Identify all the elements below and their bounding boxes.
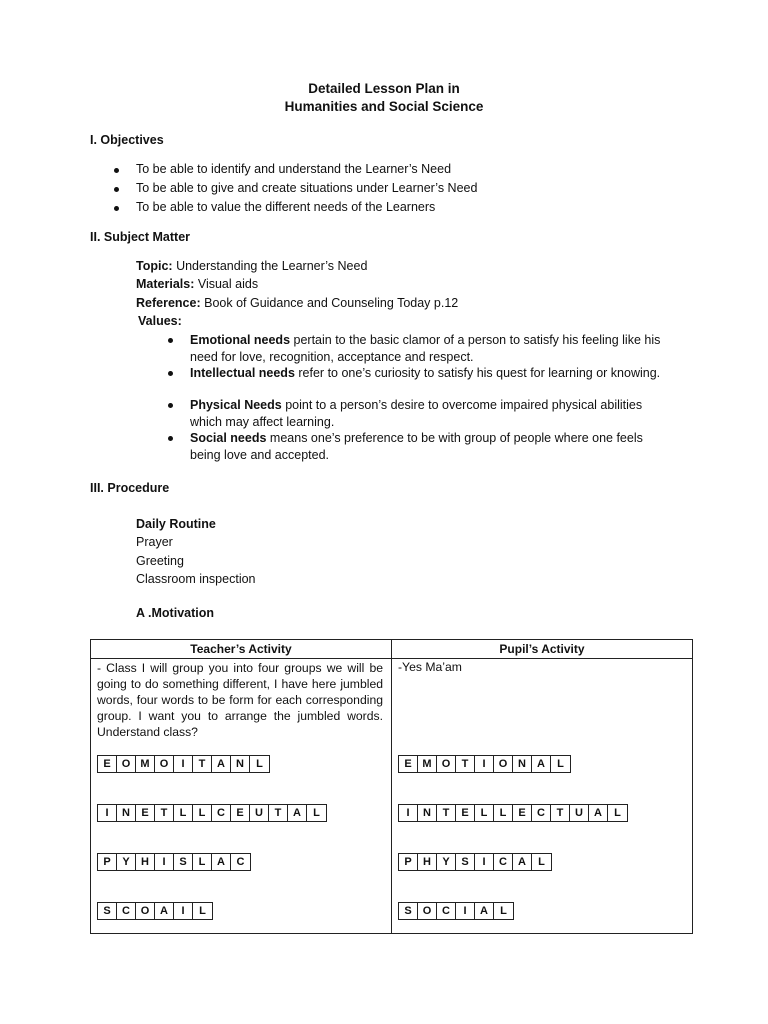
letter-box: O	[418, 903, 437, 919]
value-item-social	[190, 430, 665, 463]
answer-word	[398, 853, 552, 871]
reference-line	[136, 296, 458, 310]
letter-box: H	[136, 854, 155, 870]
jumbled-word	[97, 902, 213, 920]
letter-box: S	[174, 854, 193, 870]
value-term: Physical Needs	[190, 398, 282, 412]
procedure-heading: III. Procedure	[90, 481, 170, 495]
letter-box: Y	[437, 854, 456, 870]
letter-box: L	[475, 805, 494, 821]
letter-box: U	[250, 805, 269, 821]
reference-label: Reference:	[136, 296, 201, 310]
title-line-1: Detailed Lesson Plan in	[308, 81, 460, 96]
jumbled-word	[97, 804, 327, 822]
letter-box: I	[399, 805, 418, 821]
reference-value: Book of Guidance and Counseling Today p.12	[204, 296, 459, 310]
letter-box: O	[155, 756, 174, 772]
letter-box: A	[155, 903, 174, 919]
letter-box: O	[437, 756, 456, 772]
value-text: refer to one’s curiosity to satisfy his quest for learning or knowing.	[298, 366, 661, 380]
letter-box: I	[174, 756, 193, 772]
routine-item: Prayer	[136, 535, 173, 549]
materials-line	[136, 277, 258, 291]
letter-box: I	[98, 805, 117, 821]
value-item-emotional	[190, 332, 665, 365]
letter-box: A	[532, 756, 551, 772]
letter-box: I	[155, 854, 174, 870]
routine-item: Greeting	[136, 554, 184, 568]
teacher-instruction: - Class I will group you into four groups we will be going to do something different, I have here jumbled words, four words to be form for each corresponding group. I want you to arrange the jumbled words. Understand class?	[97, 661, 383, 739]
letter-box: L	[538, 856, 545, 868]
letter-box: O	[136, 903, 155, 919]
answer-word	[398, 804, 628, 822]
letter-box: T	[269, 805, 288, 821]
letter-box: E	[456, 805, 475, 821]
motivation-heading: A .Motivation	[136, 606, 215, 620]
values-label: Values:	[138, 314, 182, 328]
value-text: means one’s preference to be with group of people where one feels being love and accepted.	[190, 431, 643, 462]
letter-box: N	[117, 805, 136, 821]
activity-table	[90, 639, 693, 934]
letter-box: E	[136, 805, 155, 821]
teacher-activity-cell	[91, 659, 392, 934]
value-term: Emotional needs	[190, 333, 291, 347]
daily-routine-heading: Daily Routine	[136, 517, 216, 531]
letter-box: L	[494, 805, 513, 821]
letter-box: M	[136, 756, 155, 772]
letter-box: L	[256, 758, 263, 770]
letter-box: L	[500, 905, 507, 917]
value-item-physical	[190, 397, 665, 430]
value-item-intellectual	[190, 365, 665, 382]
letter-box: I	[456, 903, 475, 919]
letter-box: T	[551, 805, 570, 821]
value-text: pertain to the basic clamor of a person to satisfy his feeling like his need for love, recognition, acceptance and respect.	[190, 333, 661, 364]
letter-box: T	[155, 805, 174, 821]
jumbled-word	[97, 755, 270, 773]
letter-box: L	[174, 805, 193, 821]
letter-box: A	[288, 805, 307, 821]
letter-box: E	[513, 805, 532, 821]
letter-box: N	[418, 805, 437, 821]
letter-box: C	[117, 903, 136, 919]
letter-box: C	[212, 805, 231, 821]
letter-box: P	[399, 854, 418, 870]
letter-box: L	[199, 905, 206, 917]
letter-box: A	[212, 854, 231, 870]
letter-box: E	[98, 756, 117, 772]
letter-box: T	[456, 756, 475, 772]
letter-box: C	[494, 854, 513, 870]
letter-box: L	[313, 807, 320, 819]
objective-item: To be able to identify and understand the Learner’s Need	[136, 162, 452, 176]
letter-box: C	[236, 856, 245, 868]
letter-box: E	[231, 805, 250, 821]
letter-box: A	[513, 854, 532, 870]
letter-box: C	[532, 805, 551, 821]
value-term: Intellectual needs	[190, 366, 295, 380]
letter-box: C	[437, 903, 456, 919]
letter-box: T	[437, 805, 456, 821]
value-term: Social needs	[190, 431, 267, 445]
subject-matter-heading: II. Subject Matter	[90, 230, 191, 244]
value-text: point to a person’s desire to overcome impaired physical abilities which may affect learning.	[190, 398, 643, 429]
letter-box: N	[231, 756, 250, 772]
answer-word	[398, 902, 514, 920]
letter-box: L	[614, 807, 621, 819]
letter-box: E	[399, 756, 418, 772]
letter-box: O	[117, 756, 136, 772]
objectives-heading: I. Objectives	[90, 133, 164, 147]
letter-box: I	[475, 854, 494, 870]
teacher-activity-header: Teacher’s Activity	[91, 640, 392, 659]
letter-box: S	[456, 854, 475, 870]
objective-item: To be able to value the different needs of the Learners	[136, 200, 436, 214]
jumbled-word	[97, 853, 251, 871]
letter-box: H	[418, 854, 437, 870]
topic-label: Topic:	[136, 259, 173, 273]
letter-box: A	[589, 805, 608, 821]
materials-value: Visual aids	[197, 277, 259, 291]
objective-item: To be able to give and create situations under Learner’s Need	[136, 181, 478, 195]
letter-box: L	[193, 805, 212, 821]
letter-box: N	[513, 756, 532, 772]
letter-box: O	[494, 756, 513, 772]
topic-line	[136, 259, 367, 273]
letter-box: A	[475, 903, 494, 919]
letter-box: P	[98, 854, 117, 870]
letter-box: S	[98, 903, 117, 919]
title-line-2: Humanities and Social Science	[284, 99, 484, 114]
letter-box: Y	[117, 854, 136, 870]
letter-box: L	[193, 854, 212, 870]
answer-word	[398, 755, 571, 773]
letter-box: I	[174, 903, 193, 919]
letter-box: T	[193, 756, 212, 772]
pupil-activity-cell	[392, 659, 693, 934]
letter-box: L	[557, 758, 564, 770]
letter-box: I	[475, 756, 494, 772]
letter-box: A	[212, 756, 231, 772]
letter-box: S	[399, 903, 418, 919]
letter-box: M	[418, 756, 437, 772]
pupil-reply: -Yes Ma’am	[398, 660, 462, 674]
topic-value: Understanding the Learner’s Need	[176, 259, 368, 273]
letter-box: U	[570, 805, 589, 821]
routine-item: Classroom inspection	[136, 572, 256, 586]
materials-label: Materials:	[136, 277, 195, 291]
pupil-activity-header: Pupil’s Activity	[392, 640, 693, 659]
